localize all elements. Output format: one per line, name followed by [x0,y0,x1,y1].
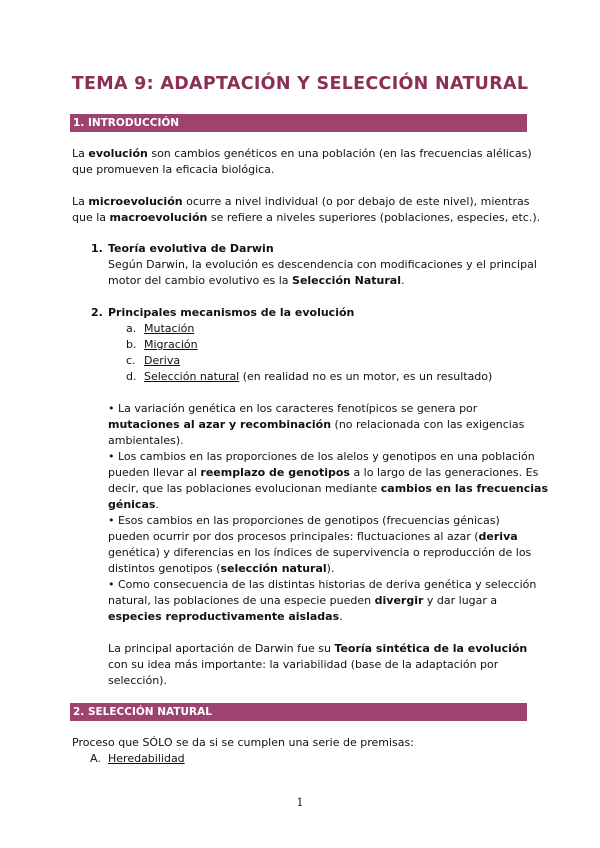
conclusion-paragraph: La principal aportación de Darwin fue su Teoría sintética de la evolución con su idea más importante: la variabilidad (base de la adaptación por selección). [108,642,528,687]
intro-paragraph-2: La microevolución ocurre a nivel individual (o por debajo de este nivel), mientras que la macroevolución se refiere a niveles superiores (poblaciones, especies, etc.). [72,195,541,224]
list-item: c. Deriva [126,354,181,367]
mechanism-list [126,321,492,385]
section2-paragraph: Proceso que SÓLO se da si se cumplen una serie de premisas: [72,736,414,749]
mechanisms-heading: Principales mecanismos de la evolución [108,306,355,319]
list-number-2: 2. [91,306,103,319]
section-header-seleccion-natural: 2. SELECCIÓN NATURAL [70,703,527,721]
bullet-block: • La variación genética en los caracteres fenotípicos se genera por mutaciones al azar y recombinación (no relacionada con las exigencias ambientales). • Los cambios en las proporciones de los alelos y genotipos en una población pueden llevar al reemplazo de genotipos a lo largo de las generaciones. Es decir, que las poblaciones evolucionan mediante cambios en las frecuencias génicas. • Esos cambios en las proporciones de genotipos (frecuencias génicas) pueden ocurrir por dos procesos principales: fluctuaciones al azar (deriva genética) y diferencias en los índices de supervivencia o reproducción de los distintos genotipos (selección natural). • Como consecuencia de las distintas historias de deriva genética y selección natural, las poblaciones de una especie pueden divergir y dar lugar a especies reproductivamente aisladas. [108,402,549,623]
darwin-theory-block: Teoría evolutiva de Darwin Según Darwin, la evolución es descendencia con modificaciones y el principal motor del cambio evolutivo es la Selección Natural. [108,242,537,287]
page-title: TEMA 9: ADAPTACIÓN Y SELECCIÓN NATURAL [71,74,529,94]
list-item: d. Selección natural (en realidad no es un motor, es un resultado) [126,370,493,383]
list-item: A. Heredabilidad [90,752,185,765]
list-number-1: 1. [91,242,103,255]
list-item: b. Migración [126,338,198,351]
list-item: a. Mutación [126,322,195,335]
section-header-introduccion: 1. INTRODUCCIÓN [70,114,527,132]
intro-paragraph-1: La evolución son cambios genéticos en una población (en las frecuencias alélicas) que promueven la eficacia biológica. [72,147,532,176]
page-number: 1 [296,796,304,809]
